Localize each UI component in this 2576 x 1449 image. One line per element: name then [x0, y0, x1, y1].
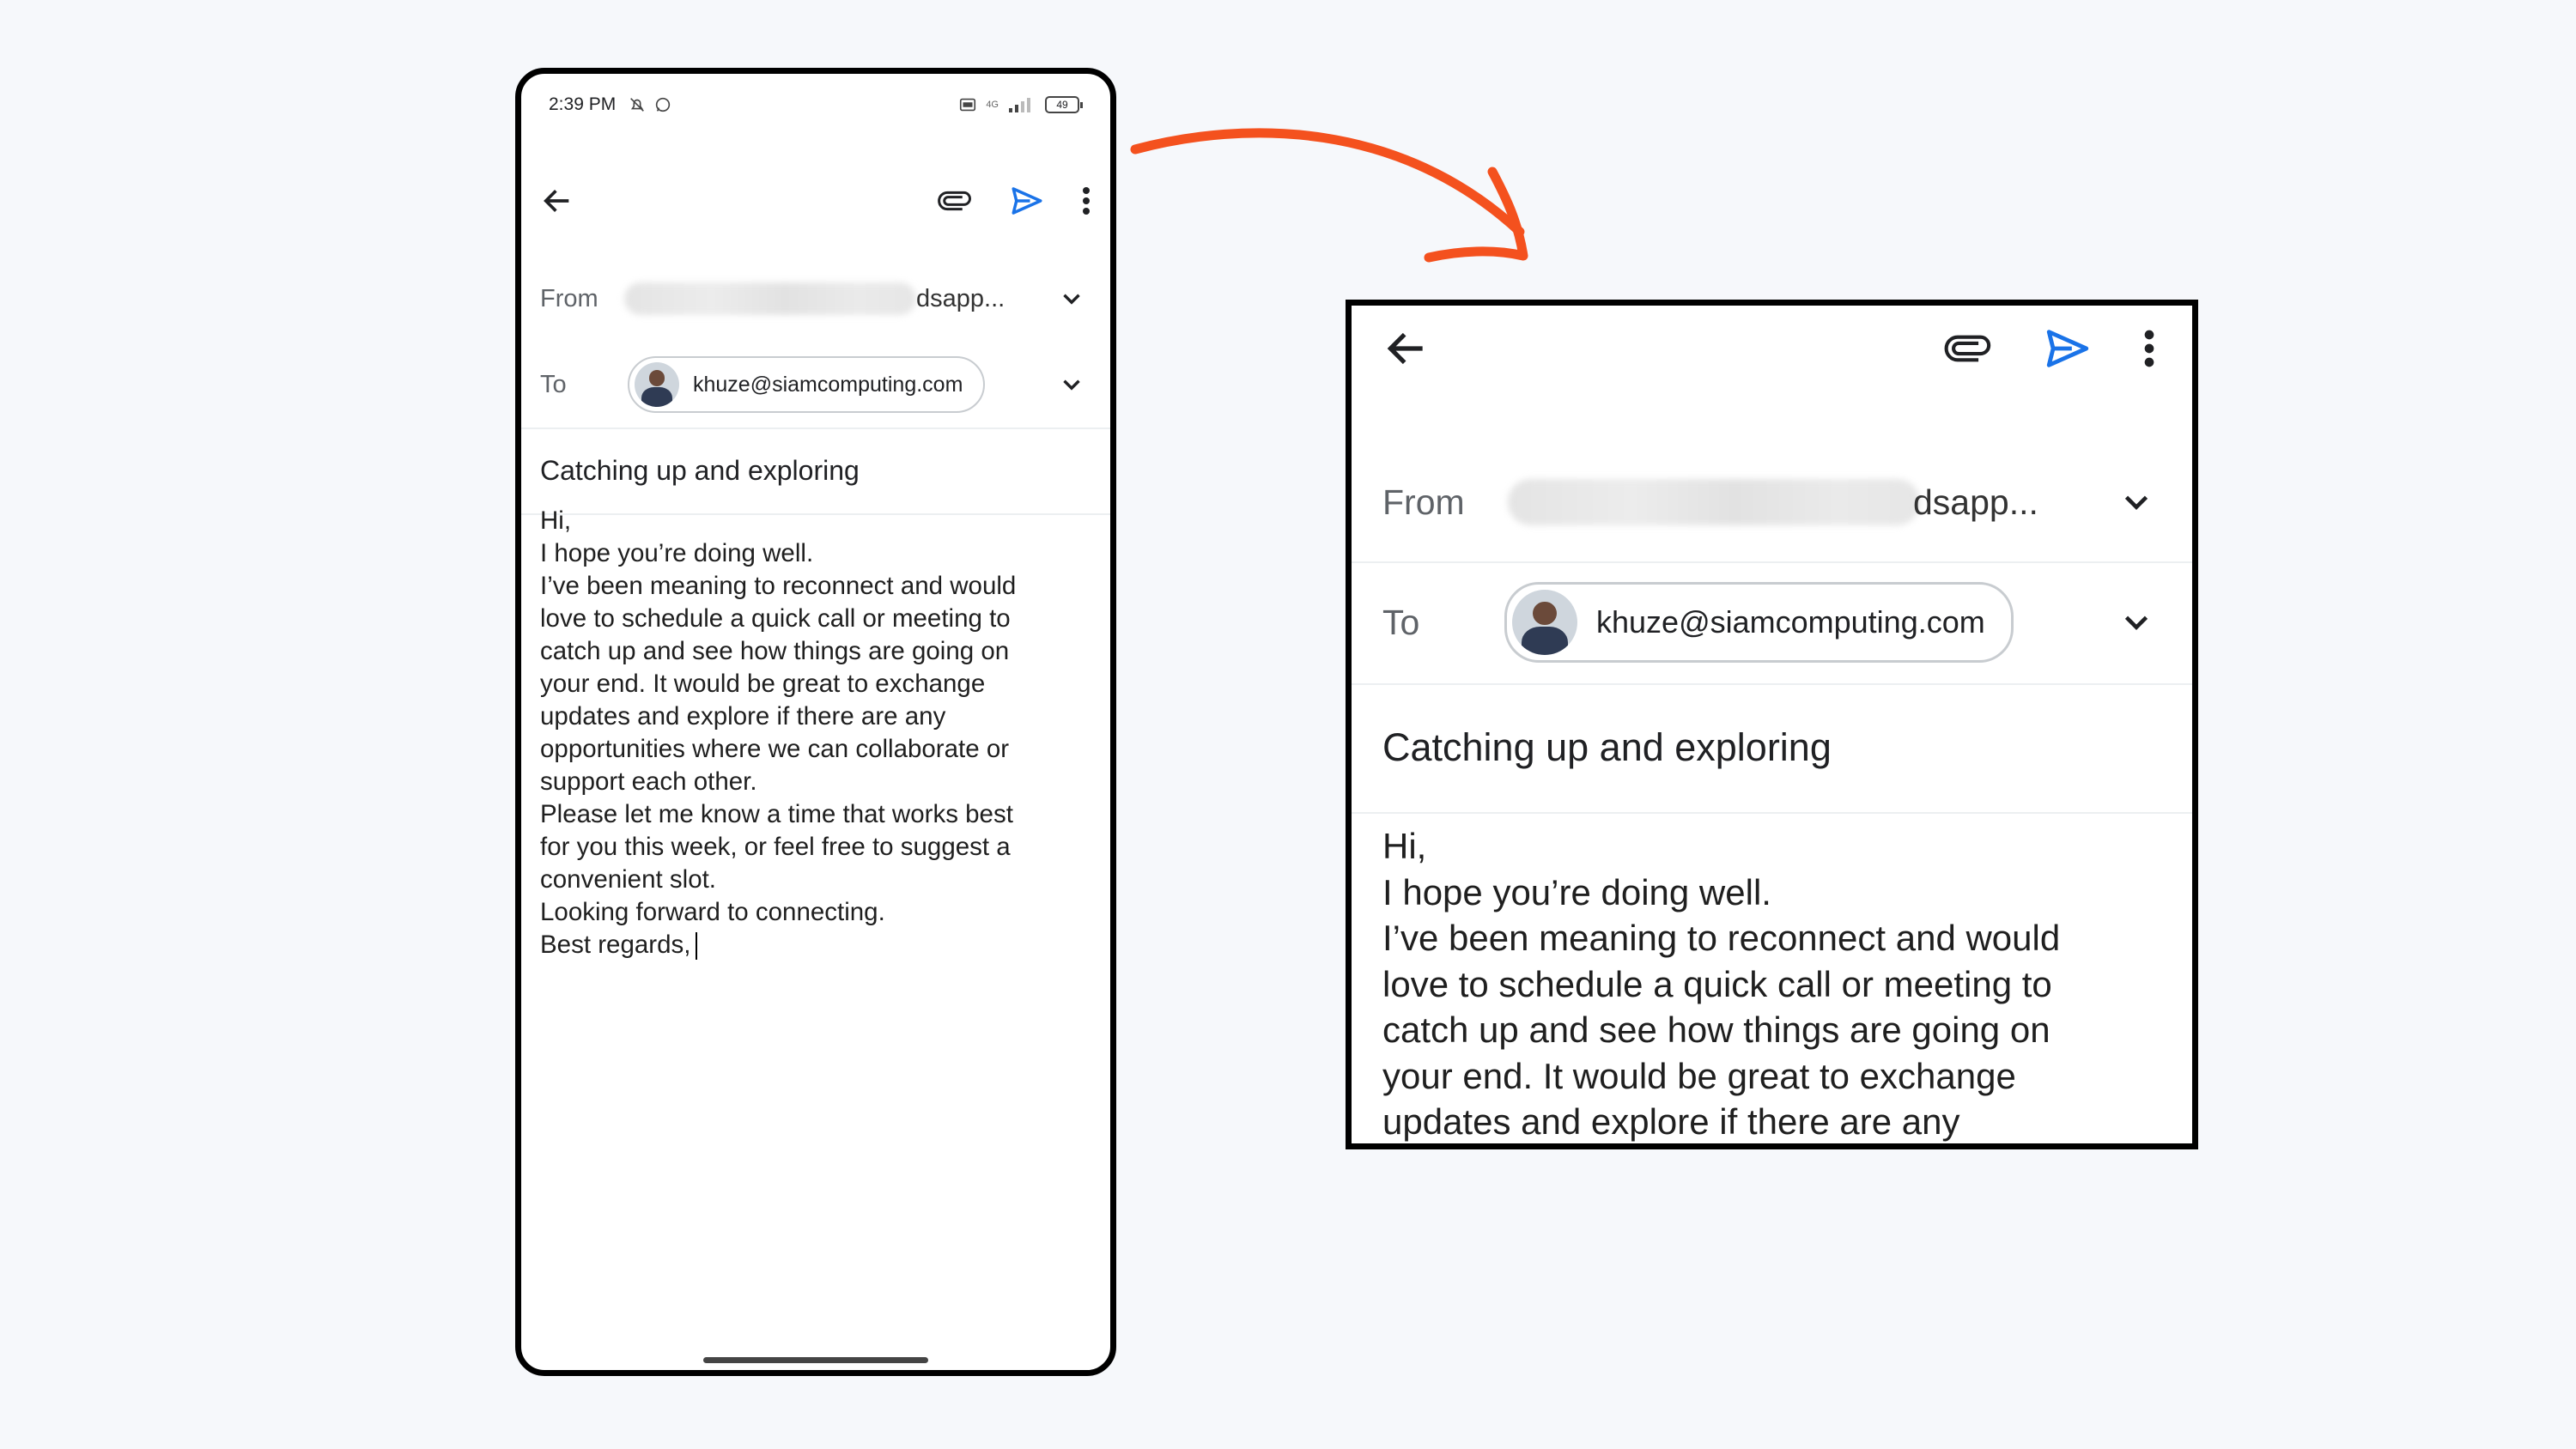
more-vert-icon — [1081, 185, 1091, 216]
from-address-redacted — [1508, 479, 1920, 525]
more-vert-icon — [2142, 327, 2156, 370]
to-row[interactable] — [1352, 561, 2192, 685]
more-options-button[interactable] — [2142, 327, 2156, 370]
send-icon — [1009, 183, 1045, 219]
battery-level: 49 — [1045, 96, 1079, 113]
phone-screenshot — [515, 68, 1116, 1376]
send-button[interactable] — [2043, 324, 2093, 373]
send-icon — [2043, 324, 2093, 373]
compose-toolbar — [521, 162, 1110, 239]
back-arrow-icon — [540, 184, 574, 218]
avatar — [1512, 590, 1577, 655]
signal-icon — [1007, 95, 1036, 114]
paperclip-icon — [937, 183, 973, 219]
home-indicator — [703, 1357, 928, 1363]
from-value: dsapp... — [1913, 482, 2038, 522]
zoomed-view — [1346, 300, 2198, 1149]
back-button[interactable] — [1382, 324, 1431, 373]
mute-bell-icon — [628, 95, 647, 114]
from-label: From — [540, 284, 598, 312]
subject-field[interactable] — [521, 427, 1110, 515]
to-label: To — [540, 370, 567, 398]
from-address-redacted — [624, 282, 916, 315]
arrow-icon — [1116, 103, 1563, 292]
notification-icon — [958, 95, 977, 114]
recipient-email: khuze@siamcomputing.com — [693, 372, 963, 397]
chevron-down-icon[interactable] — [2117, 603, 2156, 642]
network-label: 4G — [986, 100, 999, 110]
recipient-chip[interactable] — [1504, 582, 2014, 663]
attach-button[interactable] — [1943, 324, 1993, 373]
to-label: To — [1382, 602, 1420, 642]
chevron-down-icon[interactable] — [1057, 284, 1086, 313]
message-body[interactable] — [540, 505, 1098, 961]
whatsapp-icon — [653, 95, 672, 114]
from-label: From — [1382, 482, 1465, 522]
battery-icon — [1045, 96, 1083, 113]
avatar — [635, 362, 679, 407]
compose-toolbar — [1352, 306, 2192, 391]
send-button[interactable] — [1009, 183, 1045, 219]
text-cursor — [696, 932, 697, 960]
subject-text: Catching up and exploring — [1382, 725, 1832, 769]
from-value: dsapp... — [916, 284, 1005, 312]
subject-field[interactable] — [1352, 683, 2192, 814]
message-body[interactable] — [1382, 823, 2190, 1145]
from-row[interactable] — [521, 256, 1110, 342]
body-text: Hi, I hope you’re doing well. I’ve been meaning to reconnect and would love to schedule a quick call or meeting to catch up and see how things are going on your end. It would be great to exchange updates and explore if there are any opportunities where we can collaborate or support each other. Please let me know a time that works best for you this week, or feel free to suggest a convenient slot. Looking forward to connecting. Best regards, — [540, 506, 1017, 959]
from-row[interactable] — [1352, 443, 2192, 563]
to-row[interactable] — [521, 342, 1110, 429]
subject-text: Catching up and exploring — [540, 454, 860, 486]
body-text: Hi, I hope you’re doing well. I’ve been meaning to reconnect and would love to schedule a quick call or meeting to catch up and see how things are going on your end. It would be great to exchange updates and explore if there are any — [1382, 826, 2061, 1142]
chevron-down-icon[interactable] — [2117, 482, 2156, 522]
status-time: 2:39 PM — [549, 94, 617, 114]
back-button[interactable] — [540, 184, 574, 218]
recipient-email: khuze@siamcomputing.com — [1596, 604, 1985, 640]
more-options-button[interactable] — [1081, 185, 1091, 216]
paperclip-icon — [1943, 324, 1993, 373]
status-bar — [549, 89, 1083, 120]
recipient-chip[interactable] — [628, 356, 985, 413]
chevron-down-icon[interactable] — [1057, 370, 1086, 399]
attach-button[interactable] — [937, 183, 973, 219]
back-arrow-icon — [1382, 324, 1431, 373]
